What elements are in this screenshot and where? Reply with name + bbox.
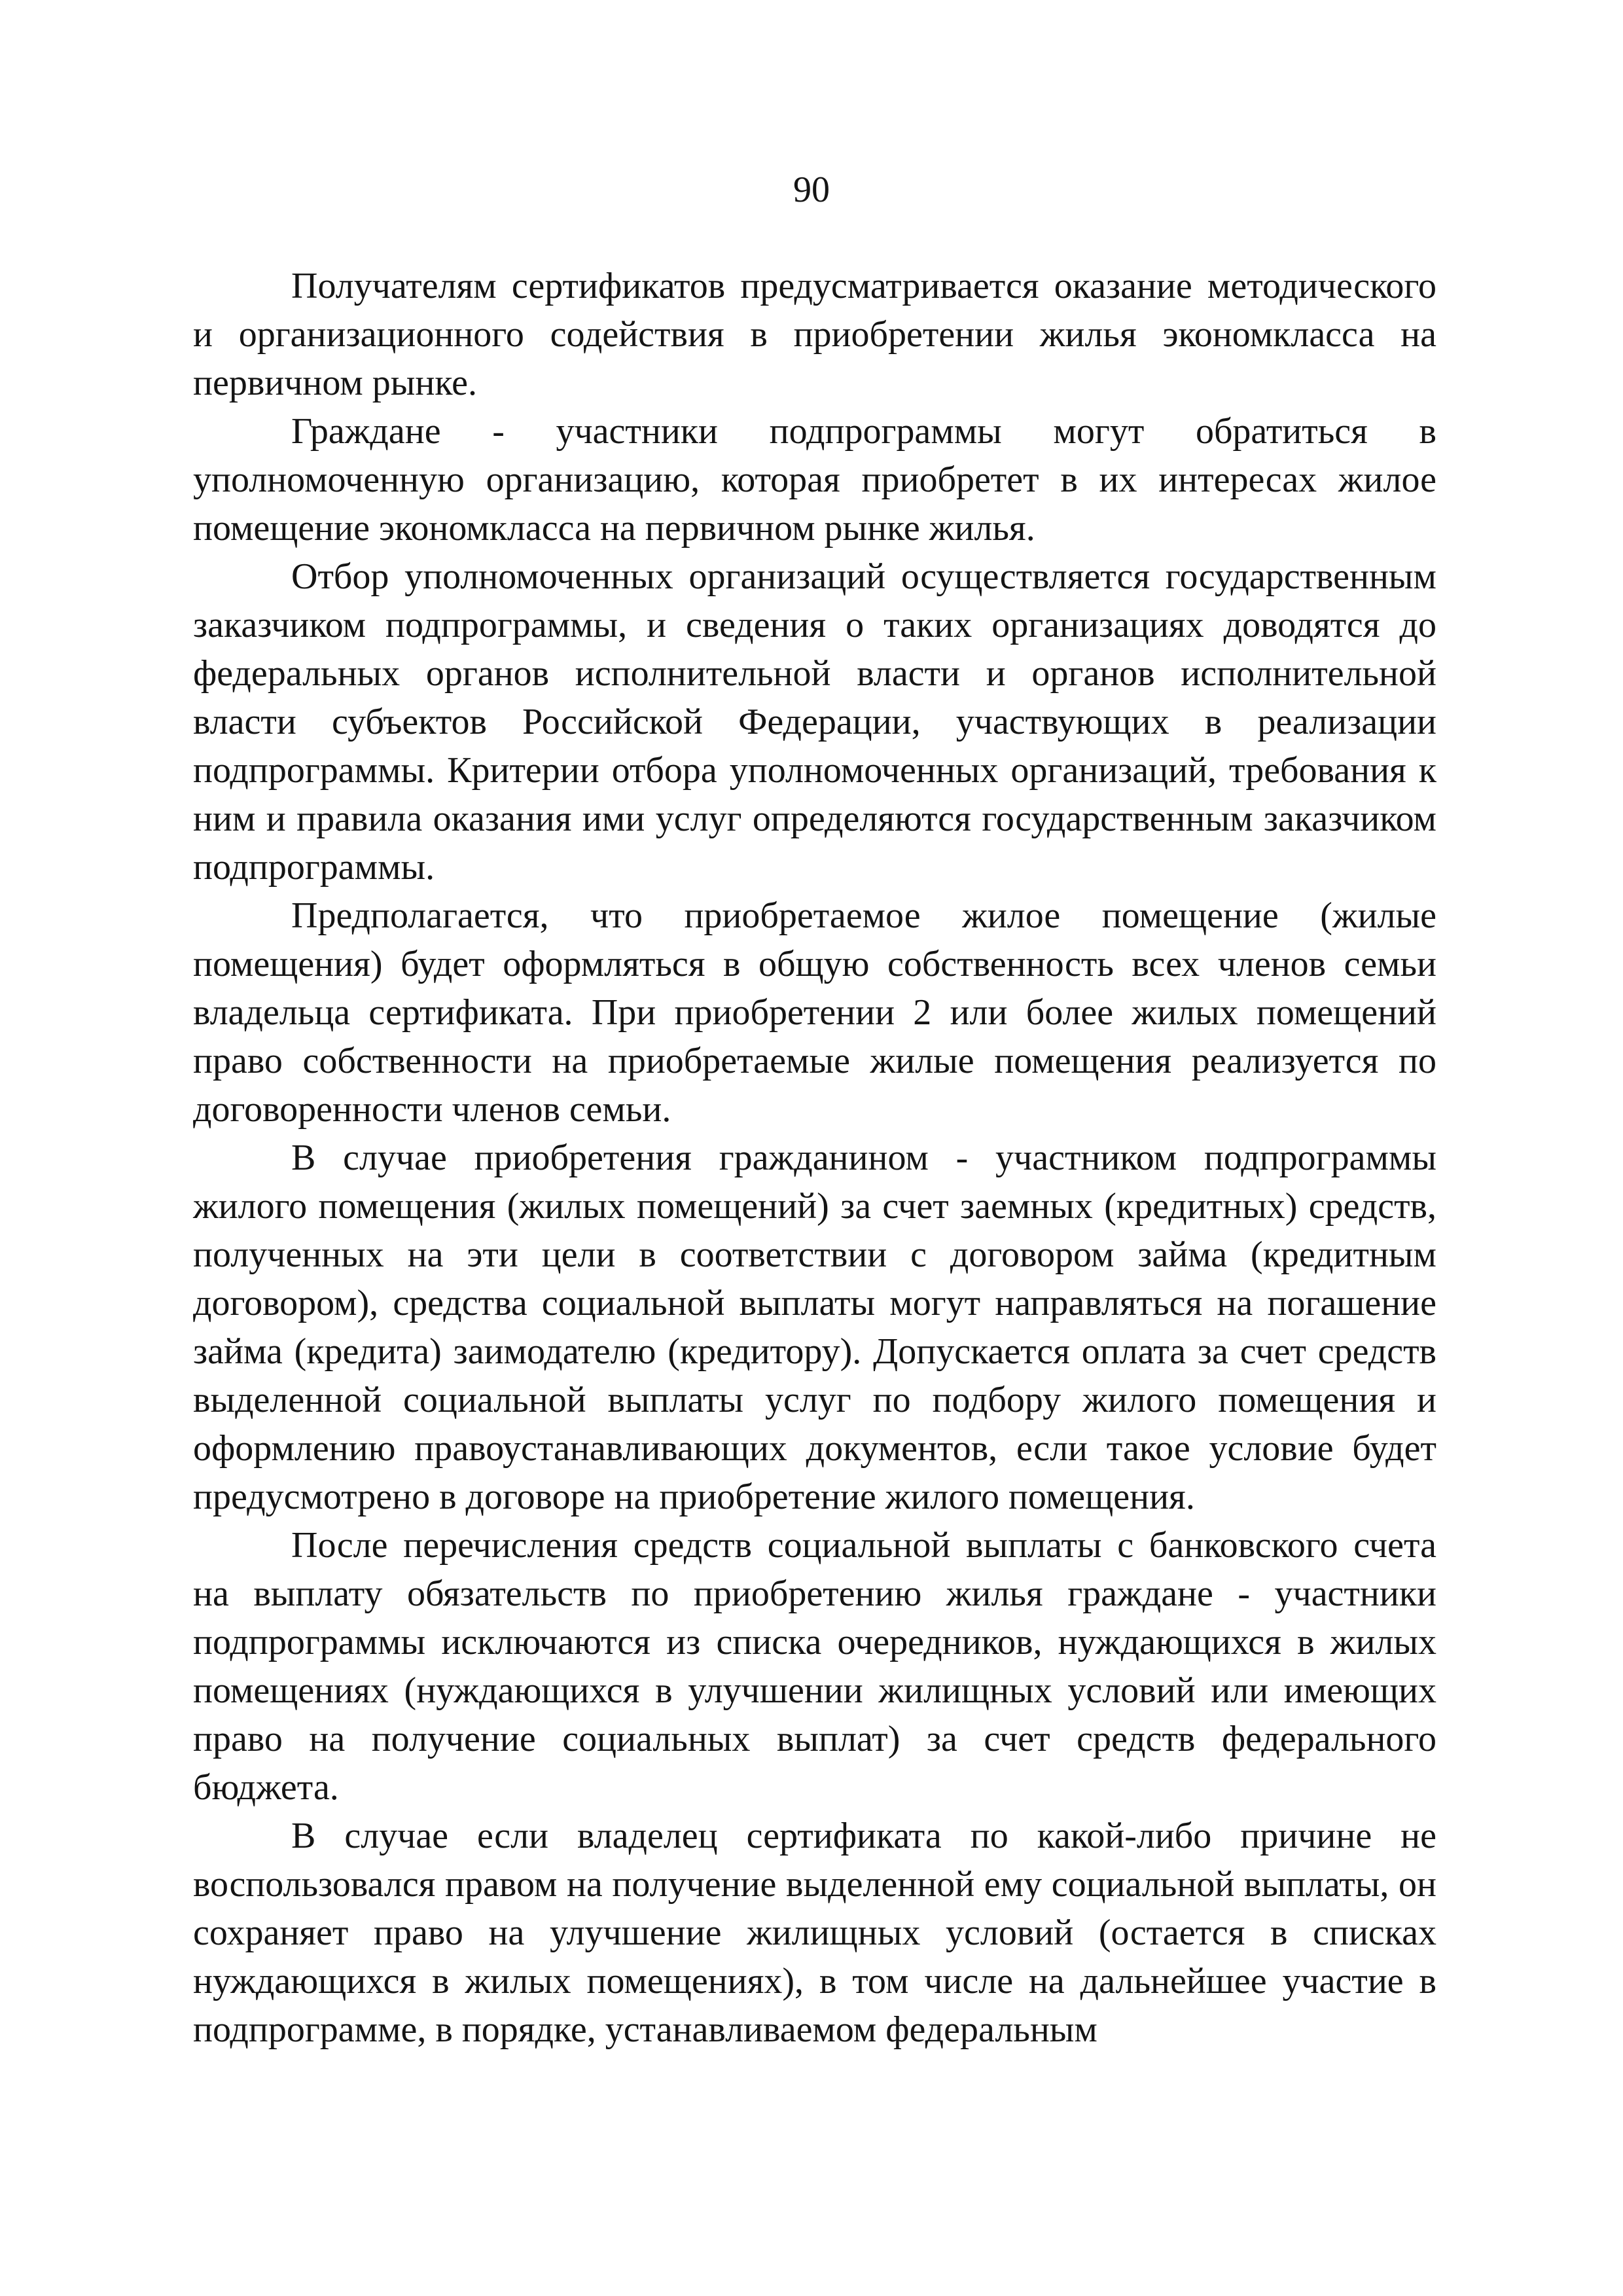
paragraph-loan-repayment: В случае приобретения гражданином - участником подпрограммы жилого помещения (жилых помещений) за счет заемных (кредитных) средств, полученных на эти цели в соответствии с договором займа (кредитным договором), средства социальной выплаты могут направляться на погашение займа (кредита) заимодателю (кредитору). Допускается оплата за счет средств выделенной социальной выплаты услуг по подбору жилого помещения и оформлению правоустанавливающих документов, если такое условие будет предусмотрено в договоре на приобретение жилого помещения. xyxy=(193,1138,1436,1517)
paragraph-unused-certificate: В случае если владелец сертификата по какой-либо причине не воспользовался правом на получение выделенной ему социальной выплаты, он сохраняет право на улучшение жилищных условий (остается в списках нуждающихся в жилых помещениях), в том числе на дальнейшее участие в подпрограмме, в порядке, устанавливаемом федеральным xyxy=(193,1816,1436,2050)
paragraph-authorized-organization: Граждане - участники подпрограммы могут обратиться в уполномоченную организацию, которая приобретет в их интересах жилое помещение экономкласса на первичном рынке жилья. xyxy=(193,411,1436,548)
paragraph-removal-from-list: После перечисления средств социальной выплаты с банковского счета на выплату обязательств по приобретению жилья граждане - участники подпрограммы исключаются из списка очередников, нуждающихся в жилых помещениях (нуждающихся в улучшении жилищных условий или имеющих право на получение социальных выплат) за счет средств федерального бюджета. xyxy=(193,1525,1436,1808)
paragraph-organization-selection: Отбор уполномоченных организаций осуществляется государственным заказчиком подпрограммы, и сведения о таких организациях доводятся до федеральных органов исполнительной власти и органов исполнительной власти субъектов Российской Федерации, участвующих в реализации подпрограммы. Критерии отбора уполномоченных организаций, требования к ним и правила оказания ими услуг определяются государственным заказчиком подпрограммы. xyxy=(193,556,1436,888)
page-number: 90 xyxy=(793,170,830,210)
body-text xyxy=(193,262,1436,2054)
paragraph-joint-ownership: Предполагается, что приобретаемое жилое помещение (жилые помещения) будет оформляться в общую собственность всех членов семьи владельца сертификата. При приобретении 2 или более жилых помещений право собственности на приобретаемые жилые помещения реализуется по договоренности членов семьи. xyxy=(193,895,1436,1130)
paragraph-recipients-support: Получателям сертификатов предусматривается оказание методического и организационного содействия в приобретении жилья экономкласса на первичном рынке. xyxy=(193,266,1436,403)
